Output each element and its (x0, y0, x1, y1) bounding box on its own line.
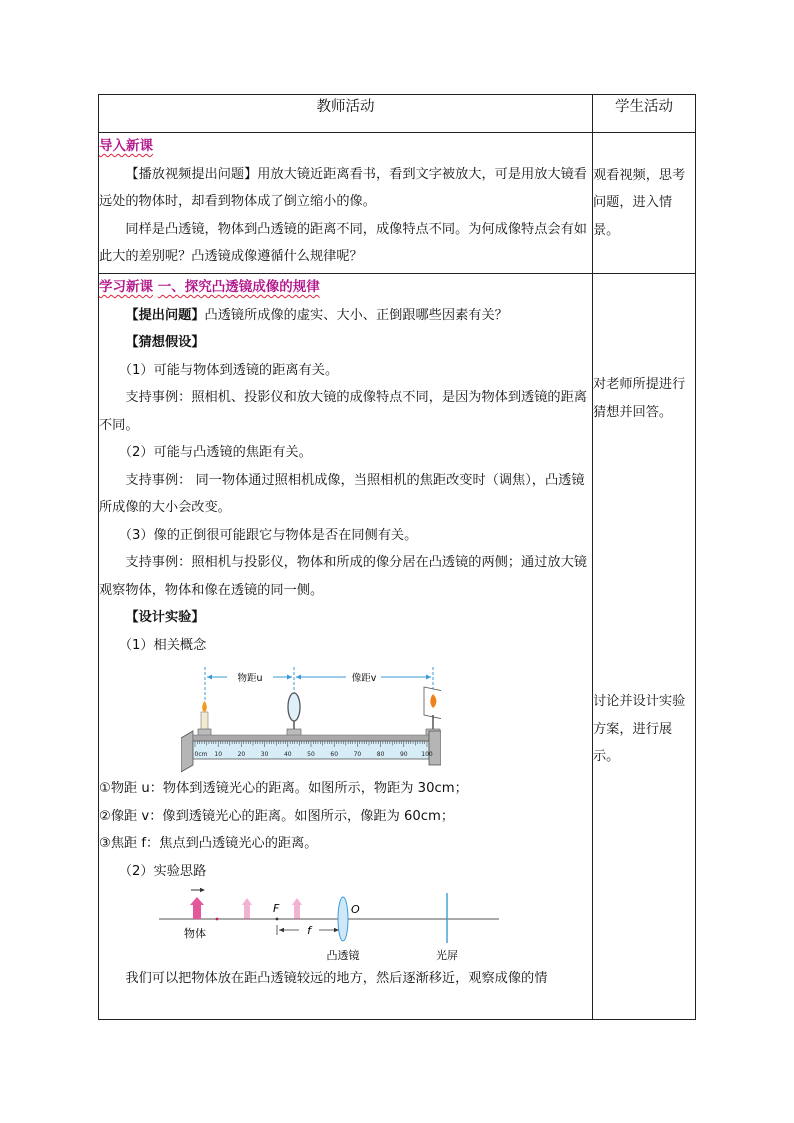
header-teacher-activity: 教师活动 (99, 95, 593, 133)
hypothesis-label: 【猜想假设】 (125, 335, 205, 350)
image-distance-label: 像距v (351, 673, 377, 684)
teacher-cell-main (99, 274, 593, 1020)
scale-tick-label: 60 (330, 751, 339, 758)
guess-3: （3）像的正倒很可能跟它与物体是否在同侧有关。 (118, 527, 418, 543)
student-activity-design: 讨论并设计实验方案，进行展示。 (593, 694, 686, 764)
object-arrow-icon (242, 898, 252, 919)
lens-label: 凸透镜 (326, 949, 360, 962)
student-cell-main (593, 274, 696, 1020)
scale-tick-label: 40 (283, 751, 292, 758)
section-title-intro: 导入新课 (99, 138, 153, 154)
concept-heading: （1）相关概念 (118, 637, 207, 653)
student-activity-guess: 对老师所提进行猜想并回答。 (593, 377, 686, 420)
guess-1-support: 支持事例：照相机、投影仪和放大镜的成像特点不同，是因为物体到透镜的距离不同。 (99, 390, 587, 433)
table-header-row (99, 95, 696, 133)
optical-bench-figure (181, 665, 441, 775)
focal-length-label: f (307, 924, 311, 937)
intro-paragraph-1: 【播放视频提出问题】用放大镜近距离看书，看到文字被放大，可是用放大镜看远处的物体时，却看到物体成了倒立缩小的像。 (99, 166, 587, 209)
section-title-new-lesson: 学习新课 一、探究凸透镜成像的规律 (99, 279, 320, 295)
convex-lens (338, 897, 348, 941)
guess-3-support: 支持事例：照相机与投影仪，物体和所成的像分居在凸透镜的两侧；通过放大镜观察物体，物体和像在透镜的同一侧。 (99, 555, 587, 598)
optics-diagram (159, 887, 509, 965)
scale-tick-label: 90 (399, 751, 408, 758)
guess-1: （1）可能与物体到透镜的距离有关。 (118, 362, 339, 378)
lesson-table (98, 94, 696, 1020)
scale-tick-label: 0cm (194, 751, 208, 758)
scale-tick-label: 30 (260, 751, 269, 758)
candle-flame-icon (202, 701, 207, 712)
guess-2: （2）可能与凸透镜的焦距有关。 (118, 445, 312, 460)
definition-image-distance: ②像距 v：像到透镜光心的距离。如图所示，像距为 60cm； (99, 808, 455, 824)
student-cell-intro (593, 133, 696, 274)
idea-heading: （2）实验思路 (118, 863, 207, 879)
object-label: 物体 (184, 927, 206, 940)
scale-tick-label: 80 (376, 751, 385, 758)
intro-paragraph-2: 同样是凸透镜，物体到凸透镜的距离不同，成像特点不同。为何成像特点会有如此大的差别呢？凸透镜成像遵循什么规律呢？ (99, 221, 587, 264)
table-row (99, 133, 696, 274)
convex-lens (288, 693, 300, 721)
definition-focal-length: ③焦距 f：焦点到凸透镜光心的距离。 (99, 836, 318, 851)
scale-tick-label: 50 (307, 751, 315, 758)
object-arrow-icon (292, 898, 302, 919)
header-student-activity: 学生活动 (593, 95, 696, 133)
optical-center-label: O (351, 903, 360, 916)
idea-paragraph: 我们可以把物体放在距凸透镜较远的地方，然后逐渐移近，观察成像的情 (125, 971, 548, 986)
object-arrow-icon (190, 897, 204, 919)
question-paragraph: 【提出问题】凸透镜所成像的虚实、大小、正倒跟哪些因素有关？ (125, 307, 508, 323)
focal-point-label: F (273, 902, 280, 915)
scale-tick-label: 70 (353, 751, 362, 758)
student-activity-intro: 观看视频，思考问题，进入情景。 (593, 167, 686, 238)
guess-2-support: 支持事例： 同一物体通过照相机成像，当照相机的焦距改变时（调焦），凸透镜所成像的大小会改变。 (99, 472, 585, 515)
design-label: 【设计实验】 (125, 610, 205, 625)
scale-tick-label: 20 (237, 751, 246, 758)
scale-tick-label: 100 (421, 751, 433, 758)
object-distance-label: 物距u (237, 673, 263, 684)
screen-label: 光屏 (436, 949, 458, 962)
teacher-cell-intro (99, 133, 593, 274)
scale-tick-label: 10 (214, 751, 223, 758)
table-row (99, 274, 696, 1020)
definition-object-distance: ①物距 u：物体到透镜光心的距离。如图所示，物距为 30cm； (99, 781, 468, 796)
